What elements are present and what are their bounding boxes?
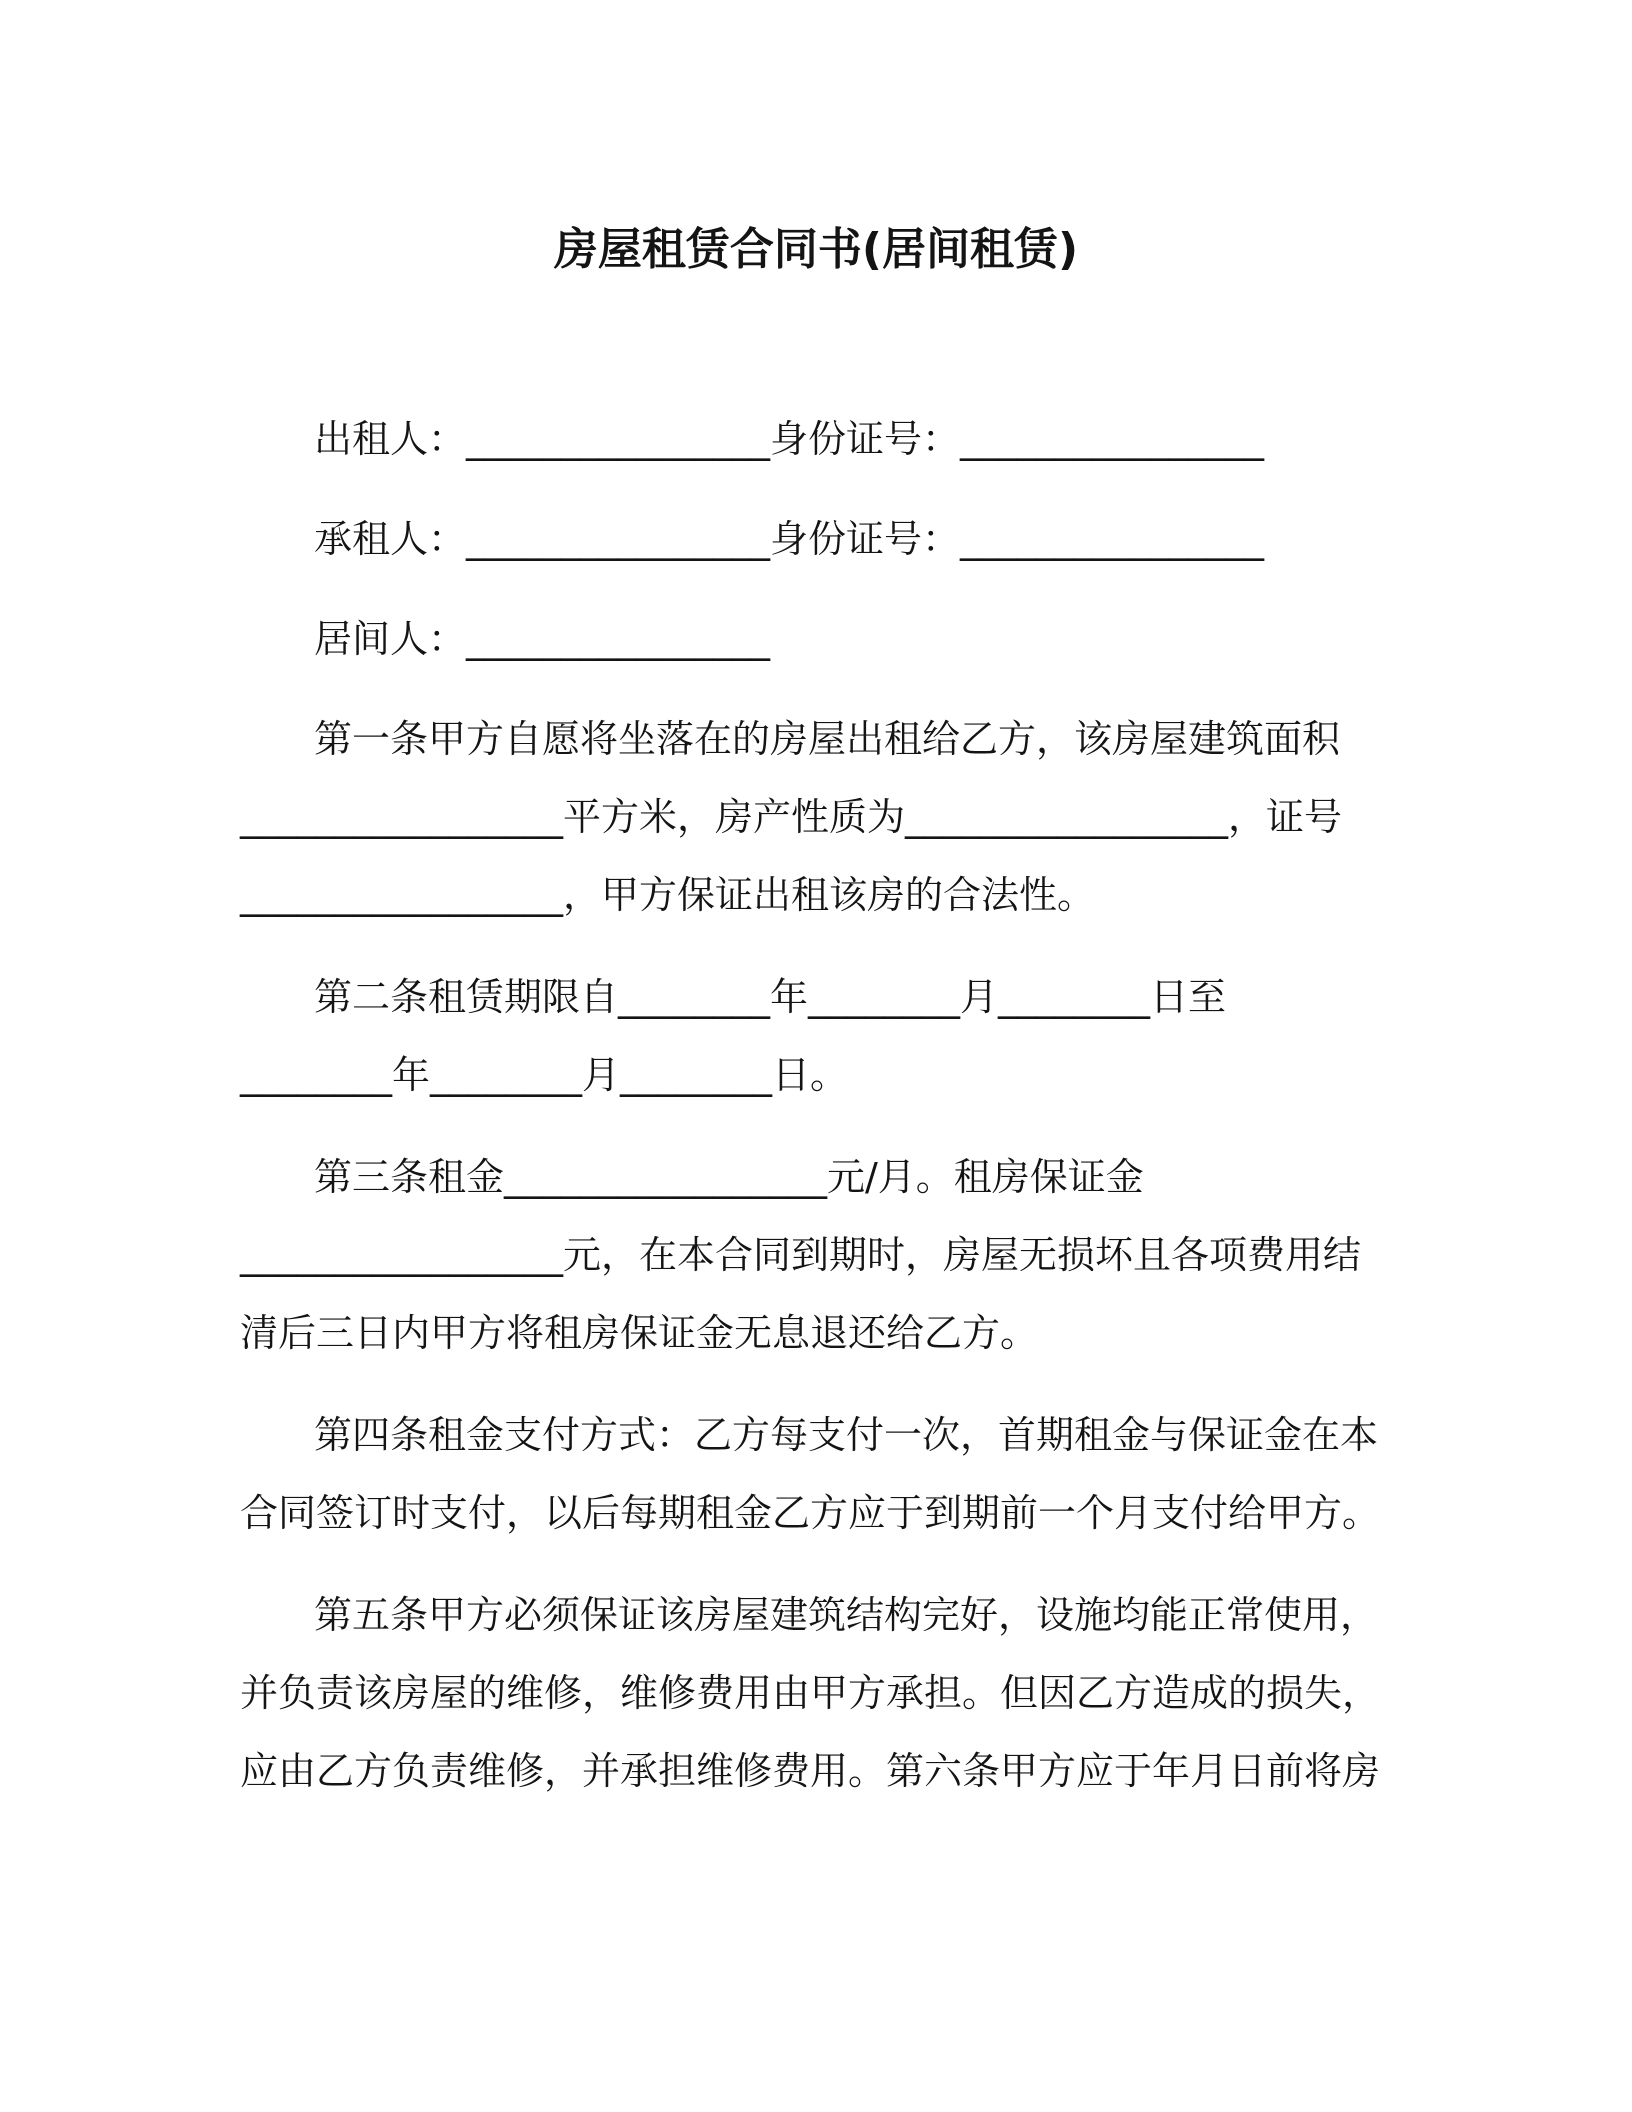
article-4-line-1: 第四条租金支付方式：乙方每支付一次，首期租金与保证金在本 [314,1413,1379,1457]
article-4 [240,1396,1381,1552]
article-5-line-3: 应由乙方负责维修，并承担维修费用。第六条甲方应于年月日前将房 [240,1749,1381,1793]
document-body [240,400,1381,1834]
article-3-line-1: 第三条租金_________________元/月。租房保证金 [314,1155,1144,1199]
article-1-line-2: _________________平方米，房产性质为_________________，证号 [240,795,1343,839]
lessor-field-line: 出租人：________________身份证号：________________ [314,417,1265,461]
article-1-line-3: _________________，甲方保证出租该房的合法性。 [240,873,1096,917]
article-4-line-2: 合同签订时支付，以后每期租金乙方应于到期前一个月支付给甲方。 [240,1491,1381,1535]
article-3-line-2: _________________元，在本合同到期时，房屋无损坏且各项费用结 [240,1233,1362,1277]
broker-field-line: 居间人：________________ [314,617,771,661]
article-5-line-2: 并负责该房屋的维修，维修费用由甲方承担。但因乙方造成的损失， [240,1671,1381,1715]
article-1 [240,700,1360,934]
document-title: 房屋租赁合同书(居间租赁) [553,224,1079,275]
lessee-field-line: 承租人：________________身份证号：________________ [314,517,1265,561]
article-2 [240,958,1360,1114]
article-2-line-1: 第二条租赁期限自________年________月________日至 [314,975,1227,1019]
article-2-line-2: ________年________月________日。 [240,1053,849,1097]
article-3 [240,1138,1360,1372]
article-1-line-1: 第一条甲方自愿将坐落在的房屋出租给乙方，该房屋建筑面积 [314,717,1341,761]
article-3-line-3: 清后三日内甲方将租房保证金无息退还给乙方。 [240,1311,1039,1355]
article-5 [240,1576,1381,1810]
article-5-line-1: 第五条甲方必须保证该房屋建筑结构完好，设施均能正常使用， [314,1593,1379,1637]
